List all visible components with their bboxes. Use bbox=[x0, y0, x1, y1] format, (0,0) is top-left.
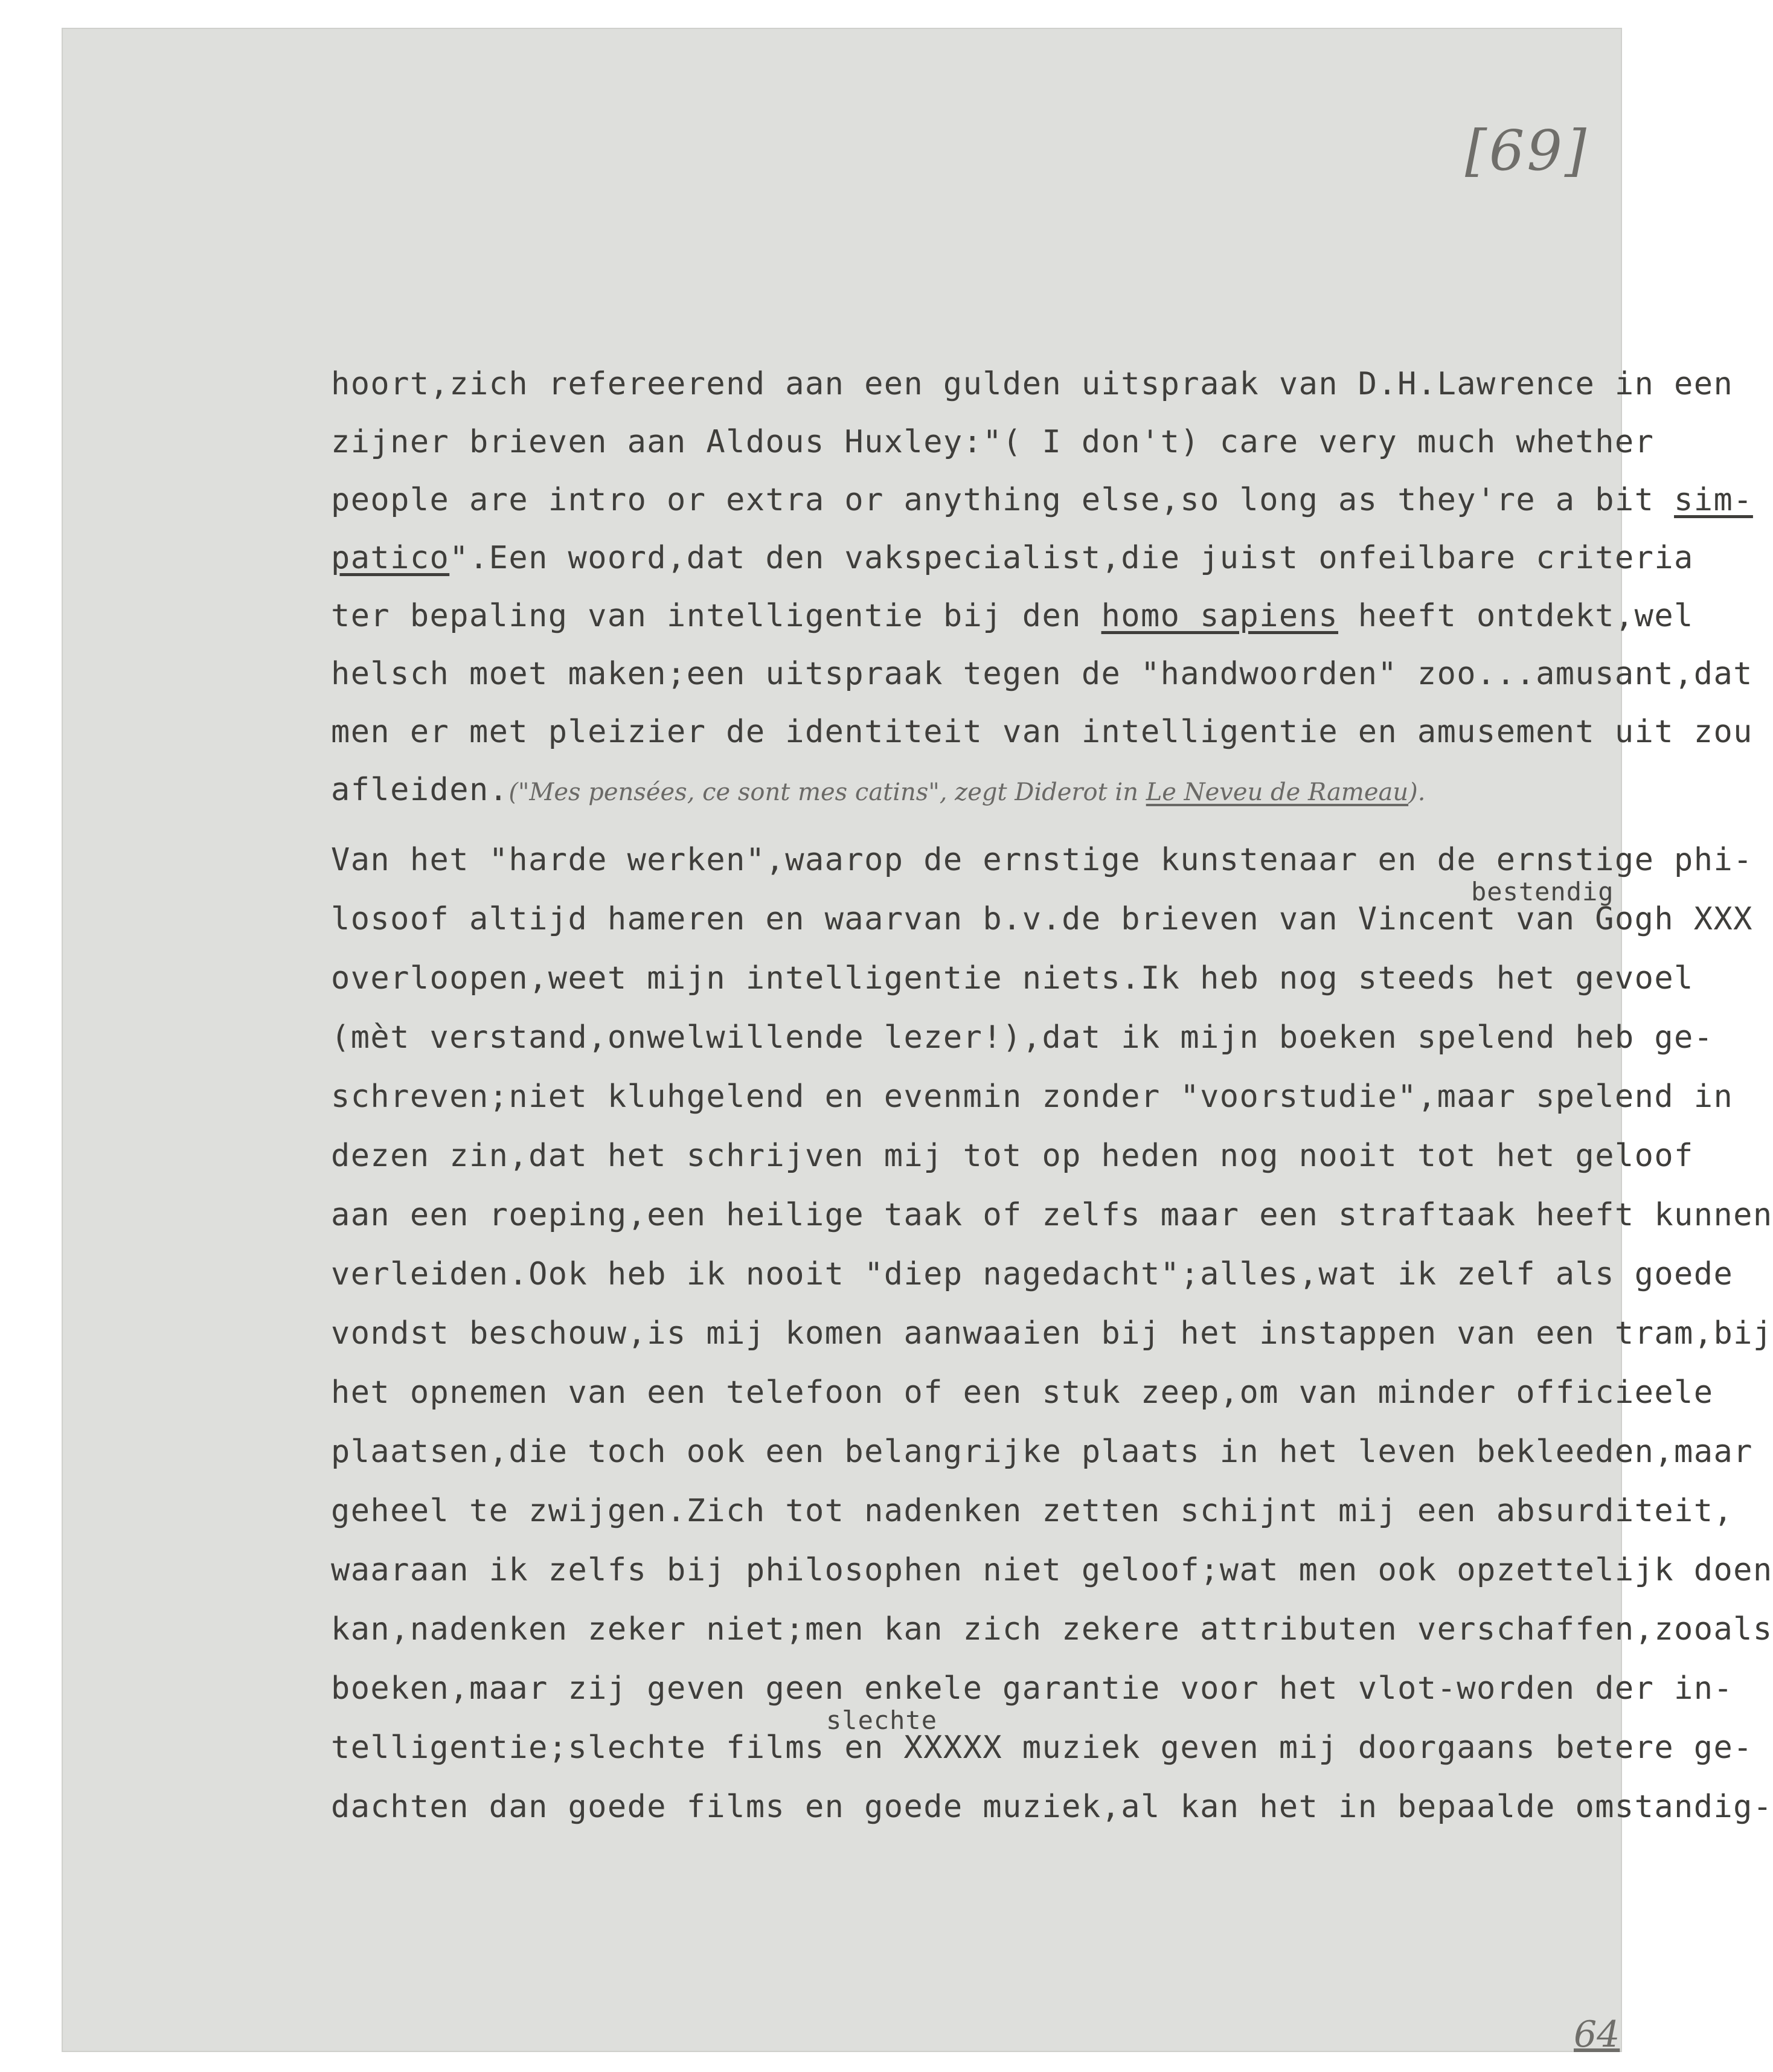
text-segment: heeft ontdekt,wel bbox=[1338, 598, 1694, 634]
text-line: dezen zin,dat het schrijven mij tot op heden nog nooit tot het geloof bbox=[331, 1138, 1694, 1174]
text-line: aan een roeping,een heilige taak of zelfs maar een straftaak heeft kunnen bbox=[331, 1197, 1773, 1233]
text-line: overloopen,weet mijn intelligentie niets.Ik heb nog steeds het gevoel bbox=[331, 960, 1694, 996]
text-line bbox=[331, 540, 1694, 576]
underlined-term: patico bbox=[331, 540, 450, 576]
text-segment: ter bepaling van intelligentie bij den bbox=[331, 598, 1101, 634]
text-line bbox=[331, 598, 1694, 634]
underlined-term: homo sapiens bbox=[1101, 598, 1339, 634]
handwritten-insertion bbox=[508, 778, 1425, 806]
interlinear-correction: bestendig bbox=[1471, 877, 1614, 906]
handwritten-segment: ). bbox=[1408, 778, 1426, 806]
handwritten-title: Le Neveu de Rameau bbox=[1146, 778, 1409, 806]
text-line: geheel te zwijgen.Zich tot nadenken zetten schijnt mij een absurditeit, bbox=[331, 1493, 1734, 1529]
text-line bbox=[331, 772, 1425, 808]
text-line: helsch moet maken;een uitspraak tegen de "handwoorden" zoo...amusant,dat bbox=[331, 656, 1753, 692]
text-segment: afleiden. bbox=[331, 772, 509, 808]
text-line: telligentie;slechte films en XXXXX muziek geven mij doorgaans betere ge- bbox=[331, 1730, 1753, 1766]
handwritten-segment: ("Mes pensées, ce sont mes catins", zegt Diderot in bbox=[508, 778, 1146, 806]
text-segment: ".Een woord,dat den vakspecialist,die juist onfeilbare criteria bbox=[449, 540, 1694, 576]
text-line: schreven;niet kluhgelend en evenmin zonder "voorstudie",maar spelend in bbox=[331, 1079, 1734, 1115]
text-segment: people are intro or extra or anything else,so long as they're a bit bbox=[331, 482, 1675, 518]
page-reference: [69] bbox=[1465, 118, 1589, 183]
text-line: dachten dan goede films en goede muziek,al kan het in bepaalde omstandig- bbox=[331, 1789, 1773, 1825]
text-line: men er met pleizier de identiteit van intelligentie en amusement uit zou bbox=[331, 714, 1753, 750]
text-line: verleiden.Ook heb ik nooit "diep nagedacht";alles,wat ik zelf als goede bbox=[331, 1256, 1734, 1292]
underlined-term: sim- bbox=[1674, 482, 1753, 518]
text-line: losoof altijd hameren en waarvan b.v.de brieven van Vincent van Gogh XXX bbox=[331, 901, 1753, 937]
text-line: het opnemen van een telefoon of een stuk zeep,om van minder officieele bbox=[331, 1374, 1714, 1411]
text-line: plaatsen,die toch ook een belangrijke plaats in het leven bekleeden,maar bbox=[331, 1434, 1753, 1470]
text-line: hoort,zich refereerend aan een gulden uitspraak van D.H.Lawrence in een bbox=[331, 366, 1734, 402]
page-number: 64 bbox=[1574, 2013, 1620, 2056]
text-line: kan,nadenken zeker niet;men kan zich zekere attributen verschaffen,zooals bbox=[331, 1611, 1773, 1647]
text-line: waaraan ik zelfs bij philosophen niet geloof;wat men ook opzettelijk doen bbox=[331, 1552, 1773, 1588]
text-line: zijner brieven aan Aldous Huxley:"( I don't) care very much whether bbox=[331, 424, 1655, 460]
interlinear-correction: slechte bbox=[826, 1705, 938, 1735]
typescript-page bbox=[63, 29, 1773, 2056]
text-line: (mèt verstand,onwelwillende lezer!),dat ik mijn boeken spelend heb ge- bbox=[331, 1019, 1714, 1056]
text-line bbox=[331, 482, 1753, 518]
text-line: Van het "harde werken",waarop de ernstige kunstenaar en de ernstige phi- bbox=[331, 842, 1753, 878]
text-line: vondst beschouw,is mij komen aanwaaien bij het instappen van een tram,bij bbox=[331, 1315, 1773, 1352]
text-line: boeken,maar zij geven geen enkele garantie voor het vlot-worden der in- bbox=[331, 1670, 1734, 1707]
